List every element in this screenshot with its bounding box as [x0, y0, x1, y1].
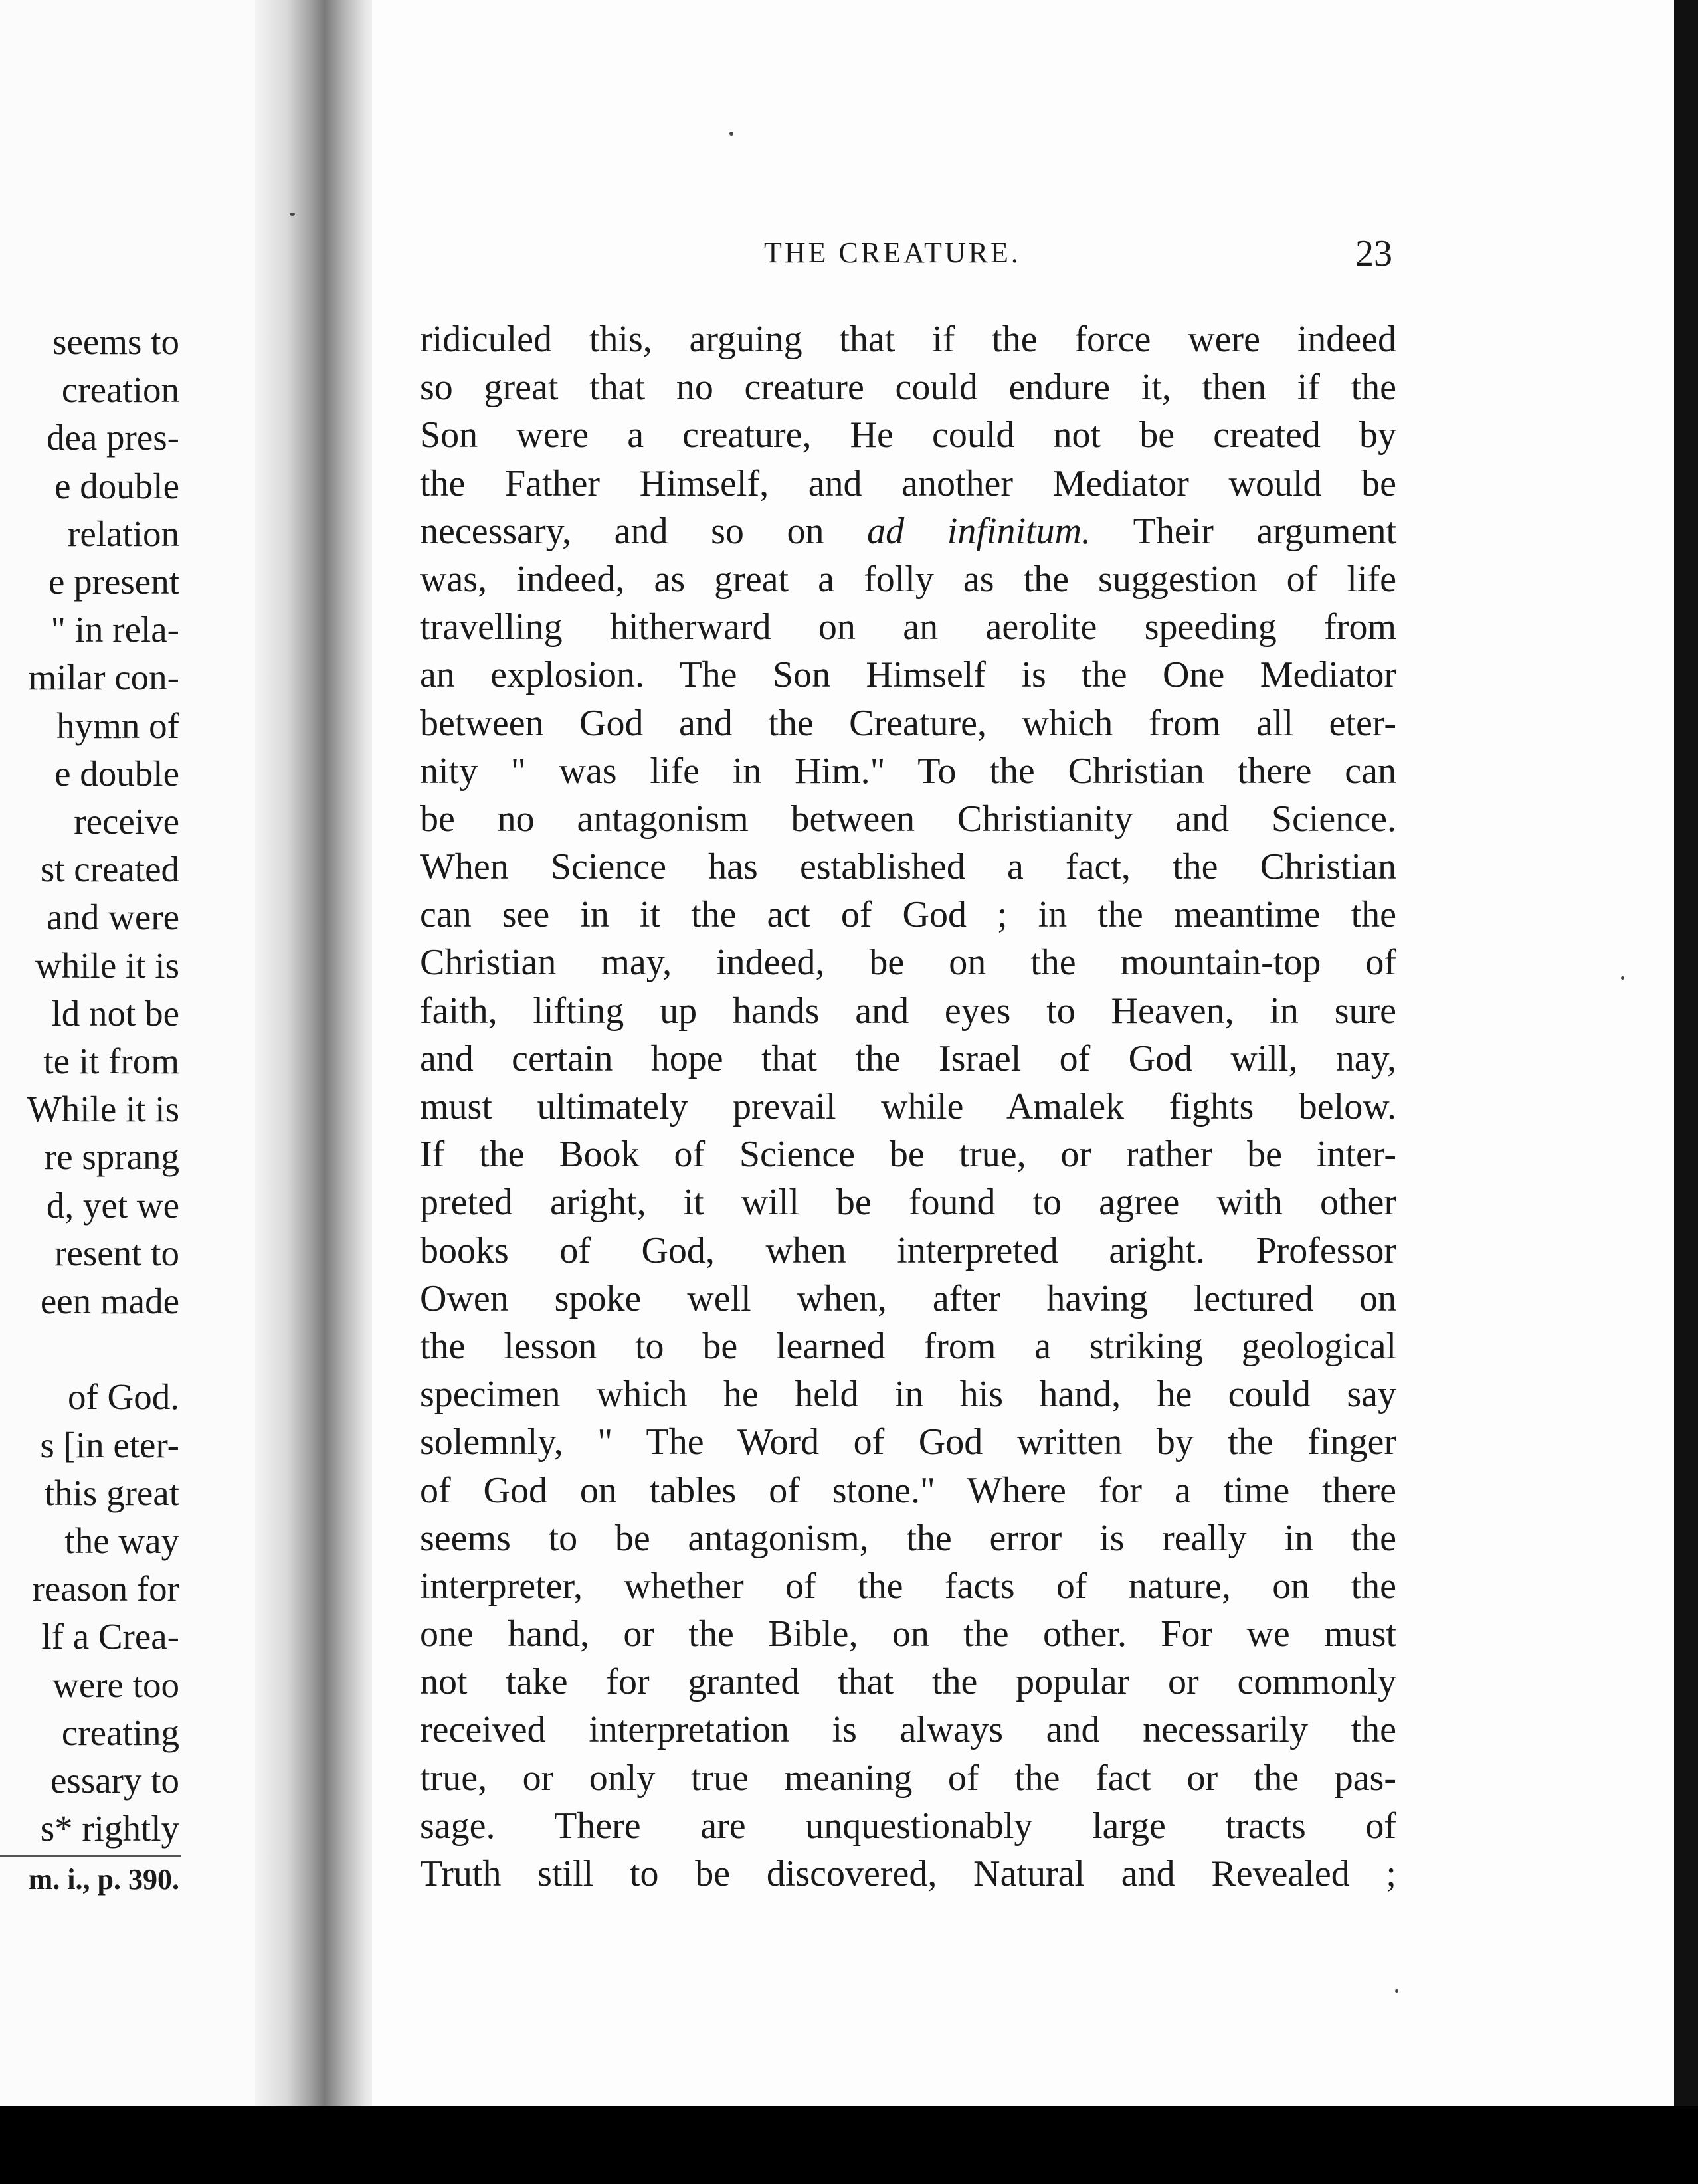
- body-line: so great that no creature could endure it, then if the: [420, 367, 1396, 409]
- body-line: necessary, and so on ad infinitum. Their argument: [420, 510, 1396, 552]
- body-line: true, or only true meaning of the fact or the pas-: [420, 1757, 1396, 1799]
- left-page-line: e present: [48, 561, 179, 602]
- left-page-line: " in rela-: [50, 609, 179, 650]
- body-line: the Father Himself, and another Mediator would be: [420, 462, 1396, 504]
- left-page-line: resent to: [54, 1232, 179, 1273]
- left-page-line: essary to: [50, 1760, 179, 1801]
- body-line: was, indeed, as great a folly as the suggestion of life: [420, 558, 1396, 600]
- left-page-line: s [in eter-: [40, 1424, 179, 1465]
- body-line: interpreter, whether of the facts of nature, on the: [420, 1565, 1396, 1607]
- binding-gutter: [255, 0, 381, 2106]
- left-page-line: lf a Crea-: [41, 1616, 179, 1657]
- body-line: the lesson to be learned from a striking geological: [420, 1325, 1396, 1367]
- paper-speck: [1395, 1989, 1398, 1993]
- body-line: travelling hitherward on an aerolite speeding from: [420, 606, 1396, 648]
- page-number: 23: [1355, 233, 1392, 274]
- paper-speck: [290, 213, 295, 216]
- body-line: between God and the Creature, which from all eter-: [420, 702, 1396, 744]
- body-line: faith, lifting up hands and eyes to Heaven, in sure: [420, 990, 1396, 1032]
- paper-speck: [729, 132, 733, 136]
- left-page-line: were too: [52, 1664, 179, 1705]
- body-line: If the Book of Science be true, or rather be inter-: [420, 1134, 1396, 1176]
- left-page-line: milar con-: [28, 657, 179, 698]
- left-page-line: of God.: [67, 1376, 179, 1417]
- left-page-line: creation: [61, 369, 179, 410]
- body-line: Son were a creature, He could not be created by: [420, 414, 1396, 456]
- body-line: specimen which he held in his hand, he could say: [420, 1374, 1396, 1415]
- body-line: of God on tables of stone." Where for a time there: [420, 1469, 1396, 1511]
- left-page-line: relation: [68, 513, 179, 554]
- body-line: seems to be antagonism, the error is really in the: [420, 1517, 1396, 1559]
- body-line: and certain hope that the Israel of God will, nay,: [420, 1038, 1396, 1079]
- body-line: books of God, when interpreted aright. Professor: [420, 1229, 1396, 1271]
- body-line: sage. There are unquestionably large tracts of: [420, 1805, 1396, 1847]
- left-page-line: this great: [44, 1472, 179, 1513]
- scan-border: [0, 2106, 1698, 2184]
- body-line: nity " was life in Him." To the Christian there can: [420, 750, 1396, 792]
- body-line: When Science has established a fact, the Christian: [420, 846, 1396, 888]
- body-line: Truth still to be discovered, Natural and Revealed ;: [420, 1853, 1396, 1894]
- body-line: Owen spoke well when, after having lectured on: [420, 1277, 1396, 1319]
- left-page-line: seems to: [52, 321, 179, 362]
- left-page-line: and were: [46, 897, 179, 938]
- left-page-line: dea pres-: [46, 417, 179, 458]
- left-footnote: m. i., p. 390.: [28, 1863, 179, 1896]
- left-page-line: while it is: [35, 945, 179, 986]
- left-page: [0, 0, 266, 2106]
- body-line: be no antagonism between Christianity and Science.: [420, 798, 1396, 840]
- body-line: solemnly, " The Word of God written by the finger: [420, 1421, 1396, 1463]
- body-line: Christian may, indeed, be on the mountain-top of: [420, 942, 1396, 984]
- footnote-rule: [0, 1855, 181, 1857]
- left-page-line: e double: [54, 465, 179, 506]
- paper-speck: [1621, 976, 1624, 980]
- left-page-line: hymn of: [56, 705, 179, 746]
- body-line: must ultimately prevail while Amalek fights below.: [420, 1086, 1396, 1127]
- body-line: an explosion. The Son Himself is the One Mediator: [420, 654, 1396, 696]
- left-page-line: creating: [61, 1712, 179, 1753]
- left-page-line: st created: [40, 849, 179, 890]
- left-page-line: e double: [54, 753, 179, 794]
- body-text: [420, 316, 1396, 1898]
- italic-phrase: ad infinitum.: [867, 510, 1091, 552]
- body-line: ridiculed this, arguing that if the force were indeed: [420, 319, 1396, 360]
- body-line: one hand, or the Bible, on the other. For we must: [420, 1613, 1396, 1655]
- left-page-line: reason for: [32, 1568, 179, 1609]
- left-page-line: receive: [74, 801, 179, 842]
- body-line: not take for granted that the popular or commonly: [420, 1661, 1396, 1703]
- body-line: preted aright, it will be found to agree with other: [420, 1182, 1396, 1224]
- left-page-line: d, yet we: [46, 1184, 179, 1226]
- body-line: can see in it the act of God ; in the meantime the: [420, 894, 1396, 936]
- left-page-line: een made: [40, 1281, 179, 1321]
- left-page-line: re sprang: [44, 1137, 179, 1178]
- left-page-line: While it is: [27, 1089, 179, 1130]
- left-page-line: s* rightly: [40, 1808, 179, 1849]
- page-edge: [1674, 0, 1698, 2184]
- body-line: received interpretation is always and necessarily the: [420, 1709, 1396, 1751]
- left-page-line: the way: [64, 1520, 179, 1561]
- left-page-line: te it from: [43, 1041, 179, 1081]
- running-head: THE CREATURE.: [764, 236, 1021, 269]
- left-page-line: ld not be: [51, 992, 179, 1034]
